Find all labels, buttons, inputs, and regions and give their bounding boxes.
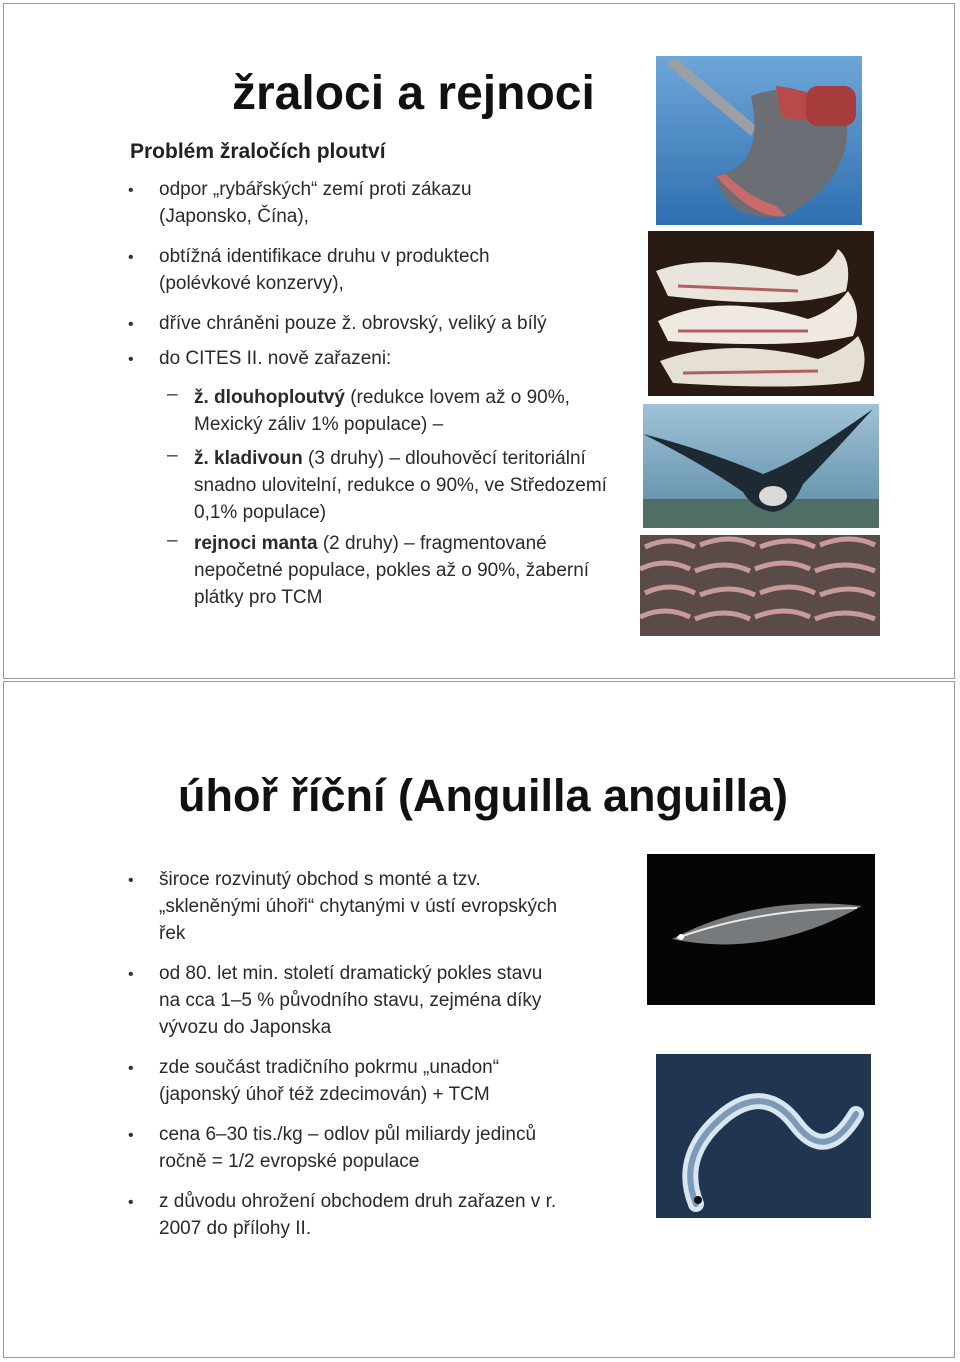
- list-item: cena 6–30 tis./kg – odlov půl miliardy jedinců ročně = 1/2 evropské populace: [159, 1124, 537, 1172]
- manta-gill-plates-image: [640, 535, 880, 636]
- list-item: zde součást tradičního pokrmu „unadon“ (japonský úhoř též zdecimován) + TCM: [159, 1057, 500, 1105]
- bullet-icon: •: [128, 351, 134, 368]
- bullet-icon: •: [128, 316, 134, 333]
- list-item: dříve chráněni pouze ž. obrovský, veliký a bílý: [159, 313, 547, 334]
- list-item: z důvodu ohrožení obchodem druh zařazen v r. 2007 do přílohy II.: [159, 1191, 557, 1239]
- bullet-icon: •: [128, 1060, 134, 1077]
- bullet-icon: •: [128, 182, 134, 199]
- bullet-icon: •: [128, 872, 134, 889]
- shark-fin-cutting-image: [656, 56, 862, 225]
- glass-eel-larva-image: [647, 854, 875, 1005]
- sub-list-item: ž. dlouhoploutvý (redukce lovem až o 90%, Mexický záliv 1% populace) –: [194, 387, 570, 435]
- bullet-icon: •: [128, 1194, 134, 1211]
- list-item: odpor „rybářských“ zemí proti zákazu (Japonsko, Čína),: [159, 179, 472, 227]
- dried-shark-fins-image: [648, 231, 874, 396]
- glass-eel-image: [656, 1054, 871, 1218]
- bullet-icon: •: [128, 249, 134, 266]
- dash-icon: –: [167, 445, 178, 466]
- slide1-title: žraloci a rejnoci: [232, 67, 595, 120]
- list-item: široce rozvinutý obchod s monté a tzv. „skleněnými úhoři“ chytanými v ústí evropských řek: [159, 869, 558, 944]
- slide-sharks-rays: [3, 3, 955, 679]
- slide1-subtitle: Problém žraločích ploutví: [130, 140, 386, 163]
- list-item: od 80. let min. století dramatický pokles stavu na cca 1–5 % původního stavu, zejména díky vývozu do Japonska: [159, 963, 543, 1038]
- sub-list-item: ž. kladivoun (3 druhy) – dlouhověcí teritoriální snadno ulovitelní, redukce o 90%, ve Středozemí 0,1% populace): [194, 448, 607, 523]
- list-item: obtížná identifikace druhu v produktech (polévkové konzervy),: [159, 246, 490, 294]
- dash-icon: –: [167, 530, 178, 551]
- dash-icon: –: [167, 384, 178, 405]
- manta-ray-image: [643, 404, 879, 528]
- slide2-title: úhoř říční (Anguilla anguilla): [178, 770, 789, 821]
- list-item: do CITES II. nově zařazeni:: [159, 348, 392, 369]
- bullet-icon: •: [128, 966, 134, 983]
- bullet-icon: •: [128, 1127, 134, 1144]
- sub-list-item: rejnoci manta (2 druhy) – fragmentované nepočetné populace, pokles až o 90%, žaberní plátky pro TCM: [194, 533, 590, 608]
- slide-european-eel: [3, 681, 955, 1358]
